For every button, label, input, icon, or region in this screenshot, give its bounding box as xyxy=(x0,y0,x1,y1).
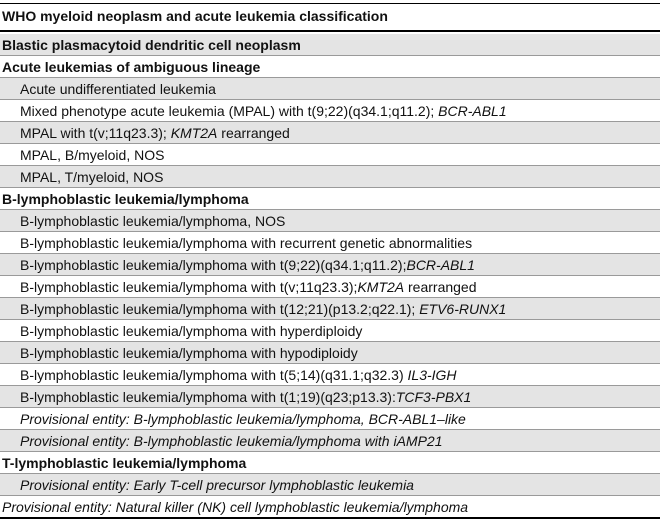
row-text xyxy=(0,147,164,163)
table-row xyxy=(0,100,660,122)
row-label: B-lymphoblastic leukemia/lymphoma with hyperdiploidy xyxy=(20,323,363,339)
table-row xyxy=(0,364,660,386)
row-label: MPAL with t(v;11q23.3); xyxy=(20,125,171,141)
table-row xyxy=(0,210,660,232)
table-section-heading xyxy=(0,452,660,474)
row-text xyxy=(0,389,471,405)
table-section-heading xyxy=(0,188,660,210)
row-text xyxy=(0,59,260,75)
row-text xyxy=(0,37,301,53)
row-text xyxy=(0,477,414,493)
table-row xyxy=(0,320,660,342)
table-header xyxy=(0,5,660,27)
row-label: MPAL, T/myeloid, NOS xyxy=(20,169,164,185)
table-row xyxy=(0,78,660,100)
row-text xyxy=(0,323,362,339)
row-text xyxy=(0,169,163,185)
row-text xyxy=(0,81,216,97)
row-text xyxy=(0,235,472,251)
table-row xyxy=(0,408,660,430)
table-section-heading xyxy=(0,34,660,56)
gene-fusion: IL3-IGH xyxy=(407,367,457,383)
row-suffix: rearranged xyxy=(404,279,477,295)
row-text xyxy=(0,191,249,207)
table-row xyxy=(0,122,660,144)
row-label: B-lymphoblastic leukemia/lymphoma with t(1;19)(q23;p13.3): xyxy=(20,389,396,405)
row-text xyxy=(0,411,466,427)
row-label: MPAL, B/myeloid, NOS xyxy=(20,147,165,163)
table-row xyxy=(0,166,660,188)
row-label: Acute leukemias of ambiguous lineage xyxy=(2,59,261,75)
row-text xyxy=(0,499,468,515)
row-suffix: rearranged xyxy=(217,125,290,141)
header-rule xyxy=(0,30,660,32)
top-rule xyxy=(0,3,660,4)
table-row xyxy=(0,474,660,496)
row-label: B-lymphoblastic leukemia/lymphoma with t(v;11q23.3); xyxy=(20,279,358,295)
row-label: B-lymphoblastic leukemia/lymphoma with hypodiploidy xyxy=(20,345,358,361)
row-text xyxy=(0,103,507,119)
row-text xyxy=(0,345,358,361)
row-text xyxy=(0,455,246,471)
row-label: Acute undifferentiated leukemia xyxy=(20,81,216,97)
row-label: T-lymphoblastic leukemia/lymphoma xyxy=(2,455,247,471)
row-label: B-lymphoblastic leukemia/lymphoma with t(9;22)(q34.1;q11.2); xyxy=(20,257,407,273)
table-row xyxy=(0,342,660,364)
table-row xyxy=(0,386,660,408)
row-label: Provisional entity: B-lymphoblastic leukemia/lymphoma with iAMP21 xyxy=(20,433,443,449)
gene-fusion: KMT2A xyxy=(170,125,218,141)
row-label: B-lymphoblastic leukemia/lymphoma with t(5;14)(q31.1;q32.3) xyxy=(20,367,408,383)
row-text xyxy=(0,257,475,273)
gene-fusion: BCR-ABL1 xyxy=(438,103,507,119)
row-label: B-lymphoblastic leukemia/lymphoma with recurrent genetic abnormalities xyxy=(20,235,473,251)
row-label: Provisional entity: Natural killer (NK) cell lymphoblastic leukemia/lymphoma xyxy=(2,499,469,515)
row-text xyxy=(0,367,457,383)
row-text xyxy=(0,279,477,295)
table-row xyxy=(0,232,660,254)
row-label: Mixed phenotype acute leukemia (MPAL) with t(9;22)(q34.1;q11.2); xyxy=(20,103,439,119)
gene-fusion: TCF3-PBX1 xyxy=(395,389,472,405)
row-label: Provisional entity: B-lymphoblastic leukemia/lymphoma, BCR-ABL1–like xyxy=(20,411,466,427)
table-row xyxy=(0,144,660,166)
table-section-heading xyxy=(0,56,660,78)
row-text xyxy=(0,301,506,317)
row-text xyxy=(0,125,290,141)
table-row xyxy=(0,298,660,320)
gene-fusion: ETV6-RUNX1 xyxy=(419,301,507,317)
row-label: B-lymphoblastic leukemia/lymphoma with t(12;21)(p13.2;q22.1); xyxy=(20,301,420,317)
table-row xyxy=(0,430,660,452)
row-label: B-lymphoblastic leukemia/lymphoma, NOS xyxy=(20,213,286,229)
row-label: Blastic plasmacytoid dendritic cell neoplasm xyxy=(2,37,301,53)
table-row xyxy=(0,496,660,518)
row-text xyxy=(0,213,285,229)
table-title: WHO myeloid neoplasm and acute leukemia classification xyxy=(2,8,388,24)
row-label: B-lymphoblastic leukemia/lymphoma xyxy=(2,191,249,207)
row-label: Provisional entity: Early T-cell precursor lymphoblastic leukemia xyxy=(20,477,414,493)
gene-fusion: KMT2A xyxy=(357,279,405,295)
table-row xyxy=(0,276,660,298)
table-row xyxy=(0,254,660,276)
row-text xyxy=(0,433,443,449)
gene-fusion: BCR-ABL1 xyxy=(406,257,475,273)
